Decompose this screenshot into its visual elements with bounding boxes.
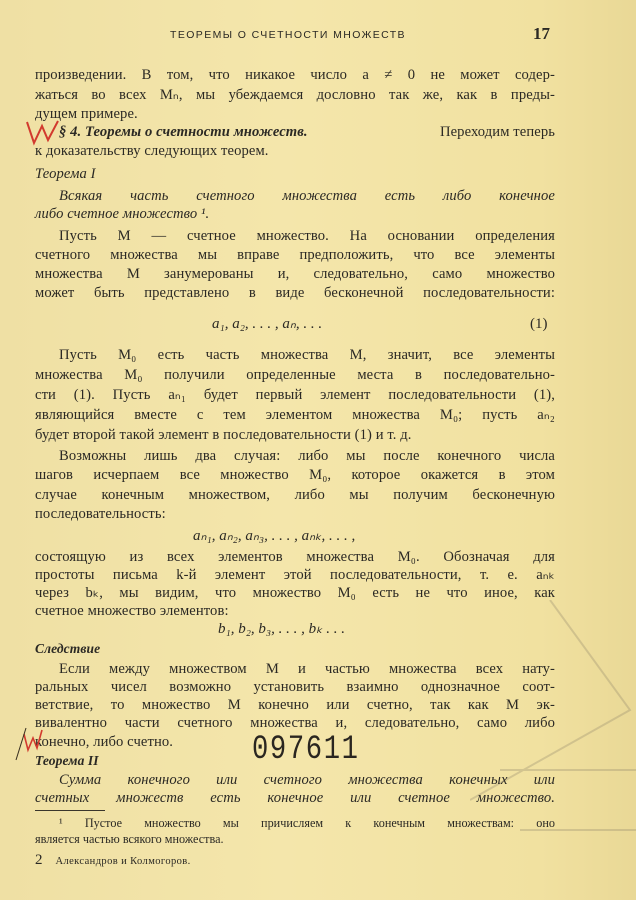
text-line: конечно, либо счетно. [35,734,174,750]
text-line: сти (1). Пусть aₙ₁ будет первый элемент последовательности (1), [35,387,555,403]
formula-1: a₁, a₂, . . . , aₙ, . . . [212,316,323,332]
text-line: Пусть M₀ есть часть множества M, значит, все элементы [59,347,555,363]
theorem-statement: Сумма конечного или счетного множества конечных или [59,772,555,788]
red-pencil-mark [14,722,48,762]
theorem-title: Теорема I [35,166,96,182]
text-line: вивалентно части счетного множества и, следовательно, само либо [35,715,555,731]
text-line: дущем примере. [35,106,138,122]
text-line: последовательность: [35,506,166,522]
library-stamp-mark [470,600,636,900]
text-line: Пусть M — счетное множество. На основании определения [59,228,555,244]
inventory-stamp-number: 097611 [252,731,360,769]
text-line: случае конечным множеством, либо мы получим бесконечную [35,487,555,503]
text-line: счетного множества мы вправе предположить, что все элементы [35,247,555,263]
equation-number: (1) [530,316,548,332]
text-line: жаться во всех Mₙ, мы убеждаемся дословно так же, как в преды- [35,87,555,103]
signature-number: 2 [35,852,43,868]
text-line: являющийся вместе с тем элементом множества M₀; пусть aₙ₂ [35,407,555,423]
text-line: через bₖ, мы видим, что множество M₀ есть не что иное, как [35,585,555,601]
signature-footer [35,852,191,870]
text-line: множества M занумерованы и, следовательно, само множество [35,266,555,282]
text-line: будет второй такой элемент в последовательности (1) и т. д. [35,427,412,443]
text-span: Переходим теперь [439,124,555,140]
footnote-divider [35,810,105,811]
text-line: Если между множеством M и частью множества всех нату- [59,661,555,677]
text-line: Возможны лишь два случая: либо мы после конечного числа [59,448,555,464]
text-line: может быть представлено в виде бесконечной последовательности: [35,285,555,301]
formula-3: b₁, b₂, b₃, . . . , bₖ . . . [218,621,346,637]
footnote-line: ¹ Пустое множество мы причисляем к конечным множествам: оно [59,816,555,830]
text-line: произведении. В том, что никакое число a ≠ 0 не может содер- [35,67,555,83]
running-title: ТЕОРЕМЫ О СЧЕТНОСТИ МНОЖЕСТВ [170,29,406,41]
theorem-statement: Всякая часть счетного множества есть либо конечное [59,188,555,204]
text-line: состоящую из всех элементов множества M₀. Обозначая для [35,549,555,565]
formula-2: aₙ₁, aₙ₂, aₙ₃, . . . , aₙₖ, . . . , [193,528,356,544]
text-line: счетное множество элементов: [35,603,229,619]
text-line: множества M₀ получили определенные места в последовательно- [35,367,555,383]
text-line: шагов исчерпаем все множество M₀, которое окажется в этом [35,467,555,483]
section-heading-line [35,123,555,141]
theorem-title: Теорема II [35,753,99,768]
text-line: ральных чисел возможно установить взаимно однозначное соот- [35,679,555,695]
red-pencil-mark [24,118,64,148]
page-number: 17 [533,24,550,43]
text-line: простоты письма k-й элемент этой последовательности, т. е. aₙₖ [35,567,555,583]
theorem-statement: счетных множеств есть конечное или счетное множество. [35,790,555,806]
section-title: § 4. Теоремы о счетности множеств. [59,124,308,140]
theorem-statement: либо счетное множество ¹. [35,206,210,222]
text-line: к доказательству следующих теорем. [35,143,269,159]
text-line: ветствие, то множество M конечно или счетно, так как M эк- [35,697,555,713]
corollary-title: Следствие [35,641,101,656]
signature-authors: Александров и Колмогоров. [55,856,191,867]
footnote-line: является частью всякого множества. [35,832,224,846]
